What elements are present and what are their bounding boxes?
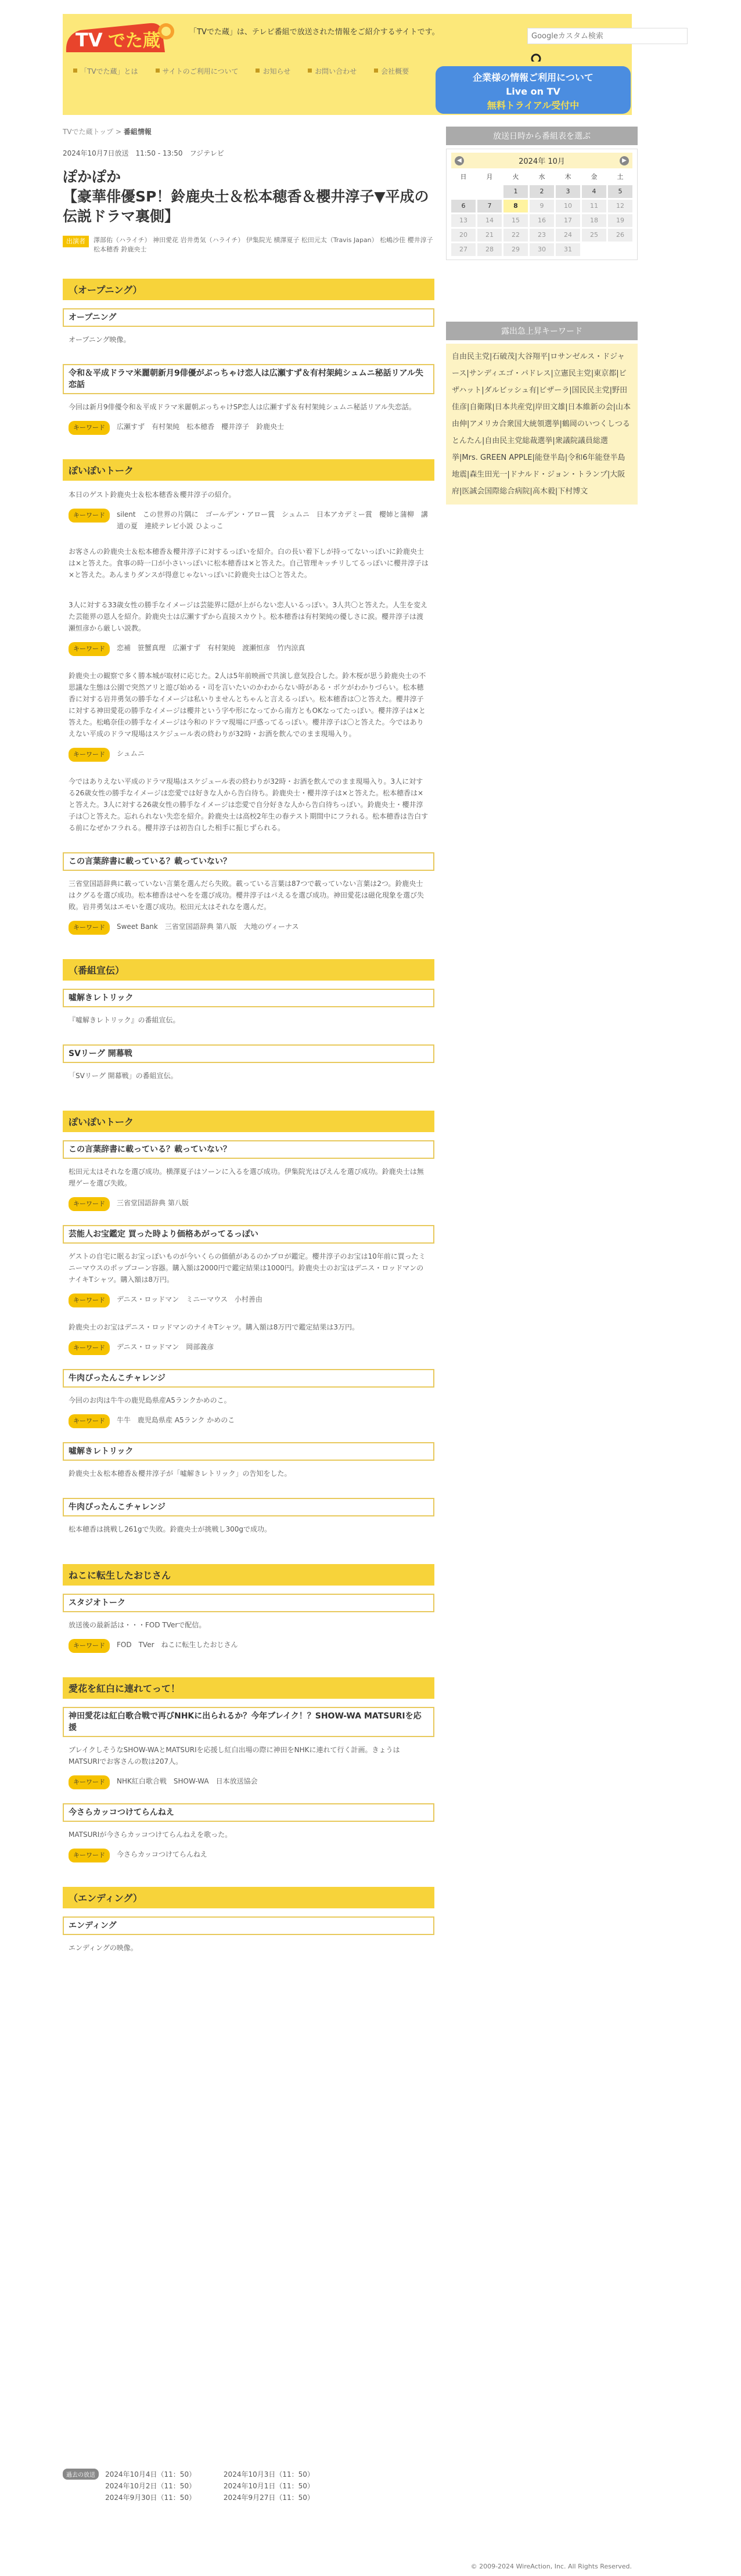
keyword-link[interactable]: 大地のヴィーナス [243,923,299,931]
keyword-label: キーワード [69,642,110,656]
trending-keyword-link[interactable]: 能登半島 [534,453,565,462]
keyword-link[interactable]: 有村架純 [207,644,236,652]
keyword-separator: | [515,352,517,361]
topic-heading: 芸能人お宝鑑定 買った時より価格あがってるっぽい [63,1225,434,1244]
spacer [63,1667,434,1677]
keyword-separator: | [591,369,594,378]
keyword-separator: | [467,403,470,412]
trending-keyword-link[interactable]: 下村博文 [557,487,588,496]
calendar-day: 31 [556,243,580,256]
footer-copyright: © 2009-2024 WireAction, Inc. All Rights Reserved. [470,2563,632,2570]
keyword-row [69,921,429,935]
site-header [63,14,632,62]
keyword-separator: | [466,369,469,378]
trending-keyword-link[interactable]: Mrs. GREEN APPLE [462,453,533,462]
keyword-list [117,1414,242,1426]
keyword-link[interactable]: SHOW-WA [173,1777,209,1785]
keyword-list [117,509,429,532]
topic-heading: オープニング [63,308,434,327]
topic-description: オープニング映像。 [69,336,131,344]
sidebar [446,127,638,505]
topic-description: MATSURIが今さらカッコつけてらんねえを歌った。 [69,1831,232,1839]
calendar-heading: 放送日時から番組表を選ぶ [446,127,638,145]
broadcast-meta: 2024年10月7日放送 11:50 - 13:50 フジテレビ [63,149,224,157]
keyword-separator: | [613,403,616,412]
topic-heading: 令和＆平成ドラマ米麗朝新月9俳優がぶっちゃけ恋人は広瀬すず＆有村架純シュムニ秘話リアル失恋話 [63,364,434,394]
trial-ad-banner[interactable] [436,66,631,114]
topic-description: 鈴鹿央士の観察で多く勝本城が取材に応じた。2人は5年前映画で共演し意気投合した。鈴木桜が思う鈴鹿央士の不思議な生態は公園で突然アリと遊び始める・司を言いたいのかわからない時がある・ボケがわかりづらい。松本穂香に対する岩井勇気の勝手なイメージは私いりませんとちゃんと言えるっぽい。松本穂香は〇と答えた。櫻井淳子に対する神田愛花の勝手なイメージは櫻井という字や形になってから南方ともOKなってたっぽい。櫻井淳子は×と答えた。松嶋奈佳の勝手なイメージは今和のドラマ現場に戸惑ってるっぽい。櫻井淳子は〇と答えた。今ではありえない平成のドラマ現場はスケジュール表の終わりが32時・お酒を飲んでのまま現場入り。 [69,672,426,738]
nav-link-company[interactable]: 会社概要 [374,66,409,76]
nav-bar [63,62,632,115]
trending-keyword-link[interactable]: 国民民主党 [571,386,610,395]
calendar-day[interactable]: 5 [608,185,632,198]
calendar-day: 29 [503,243,528,256]
keyword-label: キーワード [69,1639,110,1653]
topic-heading: 牛肉ぴったんこチャレンジ [63,1369,434,1388]
keyword-list [117,1294,269,1305]
segment-list [63,279,434,1983]
keyword-link[interactable]: 三省堂国語辞典 第八版 [117,1199,189,1207]
broadcast-calendar [446,149,638,260]
past-broadcast-label: 過去の放送 [63,2469,99,2480]
topic-description: ゲストの自宅に眠るお宝っぽいものが今いくらの価値があるのかプロが鑑定。櫻井淳子のお宝は10年前に買ったミニーマウスのポップコーン容器。購入額は2000円で鑑定結果は1000円。鈴鹿央士のお宝はデニス・ロッドマンのナイキTシャツ。購入額は8万円。 [69,1252,426,1284]
keyword-separator: | [530,487,533,496]
keyword-separator: | [559,420,562,428]
segment-heading: （番組宣伝） [63,959,434,981]
topic-description: 本日のゲスト鈴鹿央士＆松本穂香＆櫻井淳子の紹介。 [69,491,236,499]
keyword-link[interactable]: silent [117,510,136,518]
keyword-link[interactable]: 櫻井淳子 [221,423,250,431]
keyword-link[interactable]: FOD [117,1641,132,1649]
keyword-row [69,1849,429,1862]
weekday-label: 日 [460,173,467,181]
breadcrumb [63,127,434,136]
calendar-day: 22 [503,229,528,242]
segment-heading: ぽいぽいトーク [63,1111,434,1132]
keyword-separator: | [565,403,568,412]
trending-keyword-link[interactable]: 山本由伸 [452,403,631,428]
keyword-label: キーワード [69,1849,110,1862]
keyword-separator: | [607,470,610,479]
topic-description: 鈴鹿央士のお宝はデニス・ロッドマンのナイキTシャツ。購入額は8万円で鑑定結果は3万円。 [69,1323,359,1331]
segment-heading: （エンディング） [63,1887,434,1908]
svg-text:TV: TV [75,29,103,51]
keyword-list [117,642,312,654]
topic-description: 松本穂香は挑戦し261gで失敗。鈴鹿央士が挑戦し300gで成功。 [69,1525,272,1533]
spacer [63,1487,434,1498]
weekday-label: 土 [617,173,624,181]
spacer [63,589,434,599]
keyword-separator: | [555,487,558,496]
keyword-row [69,421,429,435]
cast-label: 出演者 [63,236,89,247]
nav-link-usage[interactable]: サイトのご利用について [156,66,239,76]
keyword-label: キーワード [69,1197,110,1211]
nav-link-contact[interactable]: お問い合わせ [308,66,357,76]
topic-description: ブレイクしそうなSHOW-WAとMATSURIを応援し紅白出場の際に神田をNHKに連れて行く計画。きょうはMATSURIでお客さんの数は207人。 [69,1746,400,1766]
keyword-link[interactable]: 鹿児島県産 A5ランク かめのこ [138,1416,235,1424]
topic-heading: スタジオトーク [63,1594,434,1612]
calendar-day: 20 [451,229,476,242]
calendar-day: 18 [582,214,606,227]
weekday-label: 月 [486,173,493,181]
keyword-separator: | [459,453,462,462]
calendar-day: 28 [477,243,502,256]
past-date-link[interactable]: 2024年9月30日（11：50） [105,2494,196,2502]
trending-keyword-link[interactable]: 鶴岡のいつくしつるとんたん [452,420,630,445]
keyword-separator: | [467,420,470,428]
keyword-link[interactable]: ミニーマウス [186,1295,228,1303]
trending-keyword-link[interactable]: 野田佳彦 [452,386,628,412]
calendar-day: 14 [477,214,502,227]
trending-keyword-link[interactable]: 自由民主党総裁選挙 [484,437,553,445]
past-date-link[interactable]: 2024年10月4日（11：50） [105,2470,196,2478]
keyword-link[interactable]: TVer [138,1641,154,1649]
spacer [63,449,434,459]
keyword-separator: | [490,352,492,361]
spacer [63,1876,434,1887]
keyword-label: キーワード [69,921,110,935]
segment-heading: ぽいぽいトーク [63,459,434,481]
keyword-row [69,1775,429,1789]
spacer [63,1090,434,1100]
trending-keyword-link[interactable]: 岸田文雄 [535,403,566,412]
calendar-day: 27 [451,243,476,256]
calendar-month: 2024年 10月 [519,157,565,166]
calendar-day: 10 [556,200,580,212]
keyword-row [69,1639,429,1653]
keyword-separator: | [551,369,553,378]
calendar-day: 30 [530,243,554,256]
keyword-link[interactable]: 松本穂香 [186,423,215,431]
keyword-row [69,1341,429,1355]
site-logo[interactable] [63,17,179,59]
trending-keyword-link[interactable]: アメリカ合衆国大統領選挙 [469,420,560,428]
keyword-link[interactable]: シュムニ [282,510,310,518]
topic-heading: この言葉辞書に載っている？載っていない？ [63,852,434,871]
keyword-link[interactable]: 今さらカッコつけてらんねえ [117,1850,207,1858]
ad-line1: 企業様の情報ご利用について [473,72,593,83]
trending-keyword-link[interactable]: 自由民主党 [452,352,490,361]
topic-heading: エンディング [63,1916,434,1935]
keyword-link[interactable]: この世界の片隅に [142,510,199,518]
keyword-row [69,1414,429,1428]
keyword-link[interactable]: デニス・ロッドマン [117,1343,179,1351]
topic-description: 三省堂国語辞典に載っていない言葉を選んだら失敗。載っている言葉は87つで載っていない言葉は2つ。鈴鹿央士はクグるを選び成功。松本穂香はせへをを選び成功。櫻井淳子はパえるを選び成功。神田愛花は磁化現象を選び失敗。岩井勇気はエモいを選び成功。松田元太はそれなを選んだ。 [69,880,425,911]
program-title [63,167,434,226]
calendar-day: 15 [503,214,528,227]
keyword-label: キーワード [69,748,110,762]
trending-keyword-link[interactable]: ドナルド・ジョン・トランプ [509,470,607,479]
segment-heading: 愛花を紅白に連れてって！ [63,1677,434,1699]
keyword-row [69,1294,429,1307]
past-broadcast-dates [105,2469,430,2503]
topic-heading: 牛肉ぴったんこチャレンジ [63,1498,434,1516]
next-month-icon[interactable]: ▶ [620,156,629,165]
keyword-link[interactable]: 岡部義彦 [186,1343,214,1351]
calendar-day: 26 [608,229,632,242]
keyword-label: キーワード [69,1775,110,1789]
spacer [63,1554,434,1564]
keyword-list [117,421,291,433]
trending-keyword-link[interactable]: 自衛隊 [469,403,492,412]
ad-line2: Live on TV [506,86,560,97]
trending-keywords [446,344,638,505]
keyword-link[interactable]: 小村善由 [234,1295,262,1303]
spacer [63,354,434,364]
topic-heading: 噓解きレトリック [63,1442,434,1461]
spacer [63,1543,434,1554]
calendar-day[interactable]: 4 [582,185,606,198]
calendar-day: 25 [582,229,606,242]
prev-month-icon[interactable]: ◀ [455,156,464,165]
keyword-separator: | [616,369,619,378]
trending-keyword-link[interactable]: 東京都 [593,369,617,378]
trending-keyword-link[interactable]: ビザハット [452,369,627,395]
keyword-separator: | [481,386,484,395]
keyword-link[interactable]: 竹内涼真 [277,644,305,652]
calendar-grid [451,171,632,256]
calendar-day[interactable]: 3 [556,185,580,198]
topic-heading: 今さらカッコつけてらんねえ [63,1803,434,1822]
calendar-day: 13 [451,214,476,227]
title-line2: 【豪華俳優SP！鈴鹿央士＆松本穂香＆櫻井淳子▼平成の伝説ドラマ裏側】 [63,188,429,225]
trending-keyword-link[interactable]: 立憲民主党 [553,369,591,378]
keyword-label: キーワード [69,421,110,435]
keyword-link[interactable]: 広瀬すず [172,644,201,652]
keyword-row [69,509,429,532]
topic-description: 放送後の最新話は・・・FOD TVerで配信。 [69,1621,206,1629]
keyword-label: キーワード [69,1414,110,1428]
title-line1: ぽかぽか [63,168,121,185]
calendar-day: 21 [477,229,502,242]
keyword-row [69,748,429,762]
trending-keyword-link[interactable]: 医誠会国際総合病院 [462,487,530,496]
keyword-link[interactable]: NHK紅白歌合戦 [117,1777,167,1785]
site-tagline: 「TVでた蔵」は、テレビ番組で放送された情報をご紹介するサイトです。 [189,28,440,37]
keyword-link[interactable]: 有村架純 [152,423,180,431]
keyword-separator: | [536,386,539,395]
calendar-day[interactable]: 2 [530,185,554,198]
calendar-day[interactable]: 7 [477,200,502,212]
trending-keyword-link[interactable]: 日本維新の会 [567,403,613,412]
topic-heading: SVリーグ 開幕戦 [63,1044,434,1063]
trending-keyword-link[interactable]: 日本共産党 [494,403,533,412]
keyword-link[interactable]: 鈴鹿央士 [256,423,285,431]
trending-keywords-heading: 露出急上昇キーワード [446,322,638,340]
keyword-label: キーワード [69,1294,110,1307]
keyword-link[interactable]: 渡瀬恒彦 [242,644,271,652]
spacer [63,1034,434,1044]
topic-description: 今回は新月9俳優令和＆平成ドラマ米麗朝ぶっちゃけSP恋人は広瀬すず＆有村架純シュムニ秘話リアル失恋話。 [69,403,416,411]
ad-line3: 無料トライアル受付中 [487,100,580,111]
trending-keyword-link[interactable]: 高木毅 [532,487,555,496]
keyword-link[interactable]: 牛牛 [117,1416,131,1424]
past-date-link[interactable]: 2024年9月27日（11：50） [223,2494,314,2502]
past-broadcasts [63,2469,434,2503]
search-input[interactable] [527,28,688,44]
breadcrumb-home[interactable]: TVでた蔵トップ [63,128,114,136]
keyword-row [69,1197,429,1211]
trending-keyword-link[interactable]: 森生田光一 [469,470,508,479]
keyword-link[interactable]: 広瀬すず [117,423,145,431]
keyword-separator: | [547,352,551,361]
topic-heading: この言葉辞書に載っている？載っていない？ [63,1140,434,1159]
keyword-list [117,1639,245,1651]
calendar-blank [477,185,502,198]
keyword-list [117,748,152,759]
calendar-nav [451,153,632,168]
keyword-separator: | [482,437,485,445]
topic-description: 『噓解きレトリック』の番組宣伝。 [69,1016,180,1024]
keyword-row [69,642,429,656]
topic-description: 松田元太はそれなを選び成功。横澤夏子はソーンに入るを選び成功。伊集院光はぴえんを選び成功。鈴鹿央士は無理ゲーを選び失敗。 [69,1168,424,1187]
main-content [63,127,434,1983]
topic-heading: 噓解きレトリック [63,989,434,1007]
past-date-link[interactable]: 2024年10月3日（11：50） [223,2470,314,2478]
keyword-link[interactable]: 櫻姉と蒲柳 [379,510,414,518]
calendar-day: 23 [530,229,554,242]
keyword-link[interactable]: シュムニ [117,750,145,758]
keyword-link[interactable]: 講道の夏 [117,510,428,530]
topic-description: 今回のお肉は牛牛の鹿児島県産A5ランクかめのこ。 [69,1396,231,1404]
weekday-label: 金 [591,173,598,181]
calendar-day: 9 [530,200,554,212]
spacer [63,1972,434,1983]
calendar-day: 17 [556,214,580,227]
calendar-day[interactable]: 8 [503,200,528,212]
topic-description: 3人に対する33歳女性の勝手なイメージは芸能界に隠が上がらない恋人いるっぽい。3人共〇と答えた。人生を変えた芸能界の恩人を紹介。鈴鹿央士は広瀬すずから直接スカウト。松本穂香は有村架純の優しさに涙。櫻井淳子は渡瀬恒彦から厳しい説教。 [69,601,428,632]
segment-heading: （オープニング） [63,279,434,300]
trending-keyword-link[interactable]: 大谷翔平 [517,352,548,361]
keyword-separator: | [492,403,495,412]
spacer [63,949,434,959]
keyword-separator: | [532,453,535,462]
keyword-separator: | [459,487,462,496]
topic-description: お客さんの鈴鹿央士＆松本穂香＆櫻井淳子に対するっぽいを紹介。白の長い着下しが持ってないっぽいに鈴鹿央士は×と答えた。食事の時一口が小さいっぽいに松本穂香は×と答えた。自己管理キッチリしてるっぽいに櫻井淳子は×と答えた。あんまりダンスが得意じゃないっぽいに鈴鹿央士は〇と答えた。 [69,547,429,579]
keyword-separator: | [467,470,470,479]
keyword-separator: | [552,437,555,445]
spacer [63,842,434,852]
segment-heading: ねこに転生したおじさん [63,1564,434,1586]
breadcrumb-separator: > [116,128,122,136]
keyword-link[interactable]: ゴールデン・アロー賞 [205,510,275,518]
weekday-label: 水 [538,173,545,181]
keyword-separator: | [532,403,535,412]
keyword-list [117,1775,265,1787]
topic-description: 今ではありえない平成のドラマ現場はスケジュール表の終わりが32時・お酒を飲んでのまま現場入り。3人に対する26歳女性の勝手なイメージは恋愛では好きな人から告白待ち。鈴鹿央士・櫻井淳子は×と答えた。松本穂香は×と答えた。3人に対する26歳女性の勝手なイメージは恋愛で自分好きな人から告白待ちっぽい。鈴鹿央士・櫻井淳子は〇と答えた。忘れられない失恋を紹介。鈴鹿央士は高校2年生の春テスト期間中にフラれる。松本穂香は告白する前になぜかフラれる。櫻井淳子は初告白した相手に振じずられる。 [69,777,429,832]
trending-keyword-link[interactable]: ダルビッシュ有 [484,386,537,395]
keyword-link[interactable]: 連続テレビ小説 ひよっこ [145,522,224,530]
trending-keyword-link[interactable]: サンディエゴ・パドレス [469,369,551,378]
keyword-link[interactable]: デニス・ロッドマン [117,1295,179,1303]
trending-keyword-link[interactable]: ビザーラ [539,386,570,395]
calendar-day[interactable]: 6 [451,200,476,212]
topic-heading: 神田愛花は紅白歌合戦で再びNHKに出られるか？今年ブレイク！？SHOW-WA MATSURIを応援 [63,1707,434,1737]
keyword-label: キーワード [69,509,110,523]
keyword-separator: | [564,453,568,462]
cast-list[interactable]: 澤部佑（ハライチ） 神田愛花 岩井勇気（ハライチ） 伊集院光 横澤夏子 松田元太（Travis Japan） 松嶋沙佳 櫻井淳子 松本穂香 鈴鹿央士 [93,236,433,253]
keyword-list [117,1197,196,1209]
calendar-day: 19 [608,214,632,227]
nav-link-news[interactable]: お知らせ [256,66,290,76]
keyword-link[interactable]: 日本放送協会 [215,1777,258,1785]
calendar-day: 12 [608,200,632,212]
weekday-label: 火 [512,173,519,181]
trending-keyword-link[interactable]: 大阪府 [452,470,625,496]
keyword-link[interactable]: ねこに転生したおじさん [161,1641,238,1649]
calendar-day: 11 [582,200,606,212]
keyword-link[interactable]: 笹蟹真理 [138,644,166,652]
spacer [63,1962,434,1972]
svg-text:でた蔵: でた蔵 [108,31,160,51]
calendar-day: 24 [556,229,580,242]
past-date-link[interactable]: 2024年10月2日（11：50） [105,2482,196,2490]
trending-keyword-link[interactable]: 衆議院議員総選挙 [452,437,608,462]
keyword-separator: | [609,386,613,395]
spacer [63,1100,434,1111]
topic-description: 鈴鹿央士＆松本穂香＆櫻井淳子が「噓解きレトリック」の告知をした。 [69,1469,292,1478]
keyword-list [117,1849,214,1860]
calendar-day: 16 [530,214,554,227]
trending-keyword-link[interactable]: 石破茂 [492,352,515,361]
keyword-list [117,1341,221,1353]
keyword-link[interactable]: 三省堂国語辞典 第八版 [164,923,237,931]
nav-links [73,66,433,76]
breadcrumb-current: 番組情報 [123,128,152,136]
calendar-day[interactable]: 1 [503,185,528,198]
trending-keyword-link[interactable]: 令和6年能登半島地震 [452,453,625,479]
weekday-label: 木 [564,173,571,181]
cast-row [63,236,434,254]
trending-keyword-link[interactable]: ロサンゼルス・ドジャース [452,352,625,378]
calendar-blank [451,185,476,198]
past-date-link[interactable]: 2024年10月1日（11：50） [223,2482,314,2490]
keyword-separator: | [507,470,510,479]
keyword-link[interactable]: Sweet Bank [117,923,158,931]
keyword-link[interactable]: 日本アカデミー賞 [316,510,372,518]
keyword-separator: | [569,386,572,395]
keyword-label: キーワード [69,1341,110,1355]
nav-link-about[interactable]: 「TVでた蔵」とは [73,66,138,76]
keyword-list [117,921,306,932]
topic-description: 「SVリーグ 開幕戦」の番組宣伝。 [69,1072,178,1080]
keyword-link[interactable]: 恋補 [117,644,131,652]
topic-description: エンディングの映像。 [69,1944,138,1952]
